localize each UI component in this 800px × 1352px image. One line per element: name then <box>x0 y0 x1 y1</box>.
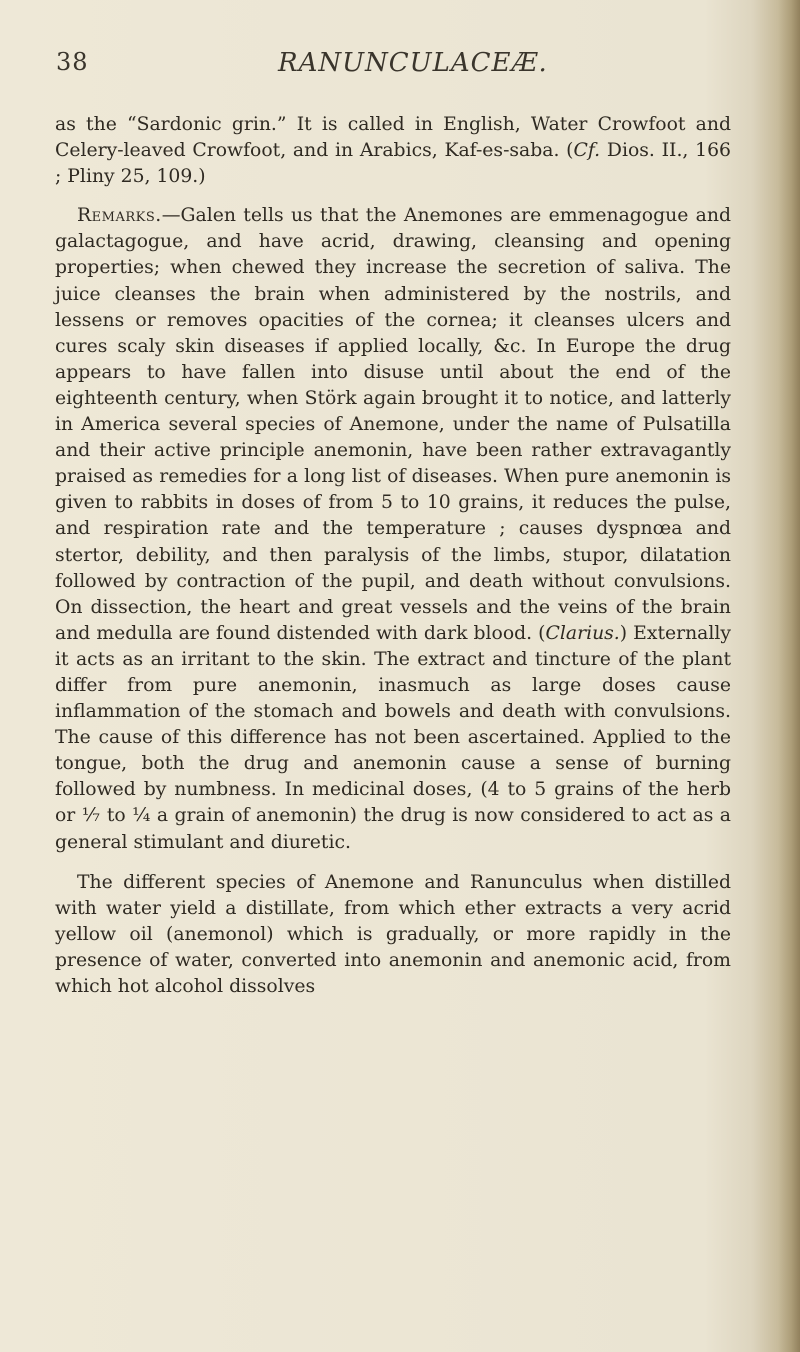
paragraph-remarks <box>55 203 731 855</box>
paragraph-3 <box>55 870 731 1000</box>
paragraph-1 <box>55 112 731 190</box>
paragraph-1-text-b: Dios. II., 166 ; Pliny 25, 109.) <box>55 140 731 188</box>
running-title: RANUNCULACEÆ. <box>278 48 548 78</box>
remarks-text-b: ) Externally it acts as an irritant to the skin. The extract and tincture of the plant differ from pure anemonin, inasmuch as large doses cause inflammation of the stomach and bowels and death with convulsions. The cause of this difference has not been ascertained. Applied to the tongue, both the drug and anemonin cause a sense of burning followed by numbness. In medicinal doses, (4 to 5 grains of the herb or ⅐ to ¼ a grain of anemonin) the drug is now considered to act as a general stimulant and diuretic. <box>55 622 732 853</box>
paragraph-1-text-a: as the “Sardonic grin.” It is called in English, Water Crowfoot and Celery-leaved Crowfoot, and in Arabics, Kaf-es-saba. ( <box>55 114 731 162</box>
page-gutter-shadow <box>778 0 800 1352</box>
paragraph-1-cf: Cf. <box>573 140 601 162</box>
page-number: 38 <box>56 48 89 76</box>
page-header <box>56 48 736 88</box>
body-text <box>55 112 731 1000</box>
paragraph-3-text: The different species of Anemone and Ranunculus when distilled with water yield a distillate, from which ether extracts a very acrid yellow oil (anemonol) which is gradually, or more rapidly in the presence of water, converted into anemonin and anemonic acid, from which hot alcohol dissolves <box>55 871 731 997</box>
remarks-lead: Remarks. <box>77 205 162 227</box>
remarks-citation: Clarius. <box>545 622 620 644</box>
remarks-text-a: —Galen tells us that the Anemones are emmenagogue and galactagogue, and have acrid, drawing, cleansing and opening properties; when chewed they increase the secretion of saliva. The juice cleanses the brain when administered by the nostrils, and lessens or removes opacities of the cornea; it cleanses ulcers and cures scaly skin diseases if applied locally, &c. In Europe the drug appears to have fallen into disuse until about the end of the eighteenth century, when Störk again brought it to notice, and latterly in America several species of Anemone, under the name of Pulsatilla and their active principle anemonin, have been rather extravagantly praised as remedies for a long list of diseases. When pure anemonin is given to rabbits in doses of from 5 to 10 grains, it reduces the pulse, and respiration rate and the temperature ; causes dyspnœa and stertor, debility, and then paralysis of the limbs, stupor, dilatation followed by contraction of the pupil, and death without convulsions. On dissection, the heart and great vessels and the veins of the brain and medulla are found distended with dark blood. ( <box>55 205 731 644</box>
